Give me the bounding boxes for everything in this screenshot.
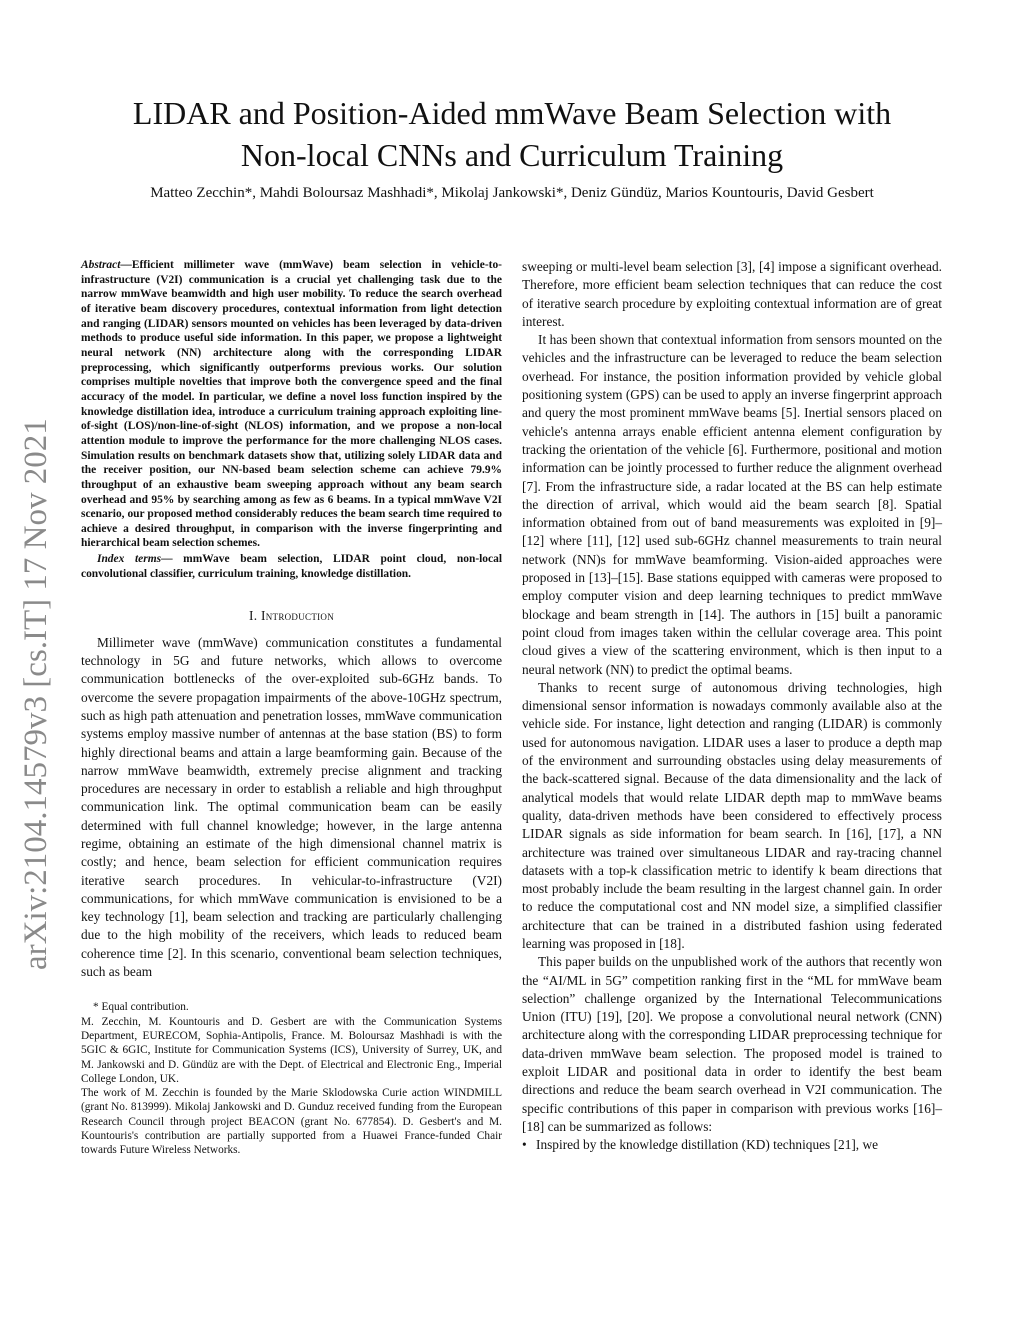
- index-terms-text: — mmWave beam selection, LIDAR point cloud, non-local convolutional classifier, curriculum training, knowledge distillation.: [81, 553, 502, 580]
- title-line-2: Non-local CNNs and Curriculum Training: [240, 137, 784, 173]
- footnote-affiliations: M. Zecchin, M. Kountouris and D. Gesbert are with the Communication Systems Department, EURECOM, Sophia-Antipolis, France. M. Boloursaz Mashhadi is with the 5GIC & 6GIC, Institute for Communication Systems (ICS), University of Surrey, UK, and M. Jankowski and D. Gündüz are with the Dept. of Electrical and Electronic Eng., Imperial College London, UK.: [81, 1015, 502, 1085]
- title-line-1: LIDAR and Position-Aided mmWave Beam Selection with: [132, 95, 892, 131]
- abstract-lead: Abstract: [81, 259, 121, 271]
- abstract-text: —Efficient millimeter wave (mmWave) beam selection in vehicle-to-infrastructure (V2I) communication is a crucial yet challenging task due to the narrow mmWave beamwidth and high user mobility. To reduce the search overhead of iterative beam discovery procedures, contextual information from light detection and ranging (LIDAR) sensors mounted on vehicles has been leveraged by data-driven methods to produce useful side information. In this paper, we propose a lightweight neural network (NN) architecture along with the corresponding LIDAR preprocessing, which significantly outperforms previous works. Our solution comprises multiple novelties that improve both the convergence speed and the final accuracy of the model. In particular, we define a novel loss function inspired by the knowledge distillation idea, introduce a curriculum training approach exploiting line-of-sight (LOS)/non-line-of-sight (NLOS) information, and we propose a non-local attention module to improve the performance for the more challenging NLOS cases. Simulation results on benchmark datasets show that, utilizing solely LIDAR data and the receiver position, our NN-based beam selection scheme can achieve 79.9% throughput of an exhaustive beam sweeping approach without any beam search overhead and 95% by searching among as few as 6 beams. In a typical mmWave V2I scenario, our proposed method considerably reduces the beam search time required to achieve a desired throughput, in comparison with the inverse fingerprinting and hierarchical beam selection schemes.: [81, 259, 502, 550]
- right-column: [522, 258, 942, 1155]
- footnote-equal-contribution: * Equal contribution.: [93, 1001, 189, 1014]
- body-paragraph-4: This paper builds on the unpublished work of the authors that recently won the “AI/ML in 5G” competition ranking first in the “ML for mmWave beam selection” challenge organized by the International Telecommunications Union (ITU) [19], [20]. We propose a convolutional neural network (CNN) architecture along with the corresponding LIDAR preprocessing technique for data-driven mmWave beam selection. The proposed model is trained to exploit LIDAR and positional data in order to identify the best beam directions and reduce the beam search overhead in V2I communication. The specific contributions of this paper in comparison with previous works [16]–[18] can be summarized as follows:: [522, 954, 942, 1134]
- index-terms: [81, 552, 502, 581]
- footnotes: [81, 999, 502, 1157]
- arxiv-identifier: arXiv:2104.14579v3 [cs.IT] 17 Nov 2021: [18, 418, 54, 970]
- index-terms-lead: Index terms: [97, 553, 162, 566]
- footnote-funding: The work of M. Zecchin is founded by the Marie Sklodowska Curie action WINDMILL (grant No. 813999). Mikolaj Jankowski and D. Gunduz received funding from the European Research Council through project BEACON (grant No. 677854). D. Gesbert's and M. Kountouris's contribution are partially supported from a Huawei France-funded Chair towards Future Wireless Networks.: [81, 1087, 502, 1157]
- body-paragraph-1: sweeping or multi-level beam selection [3], [4] impose a significant overhead. Therefore, more efficient beam selection techniques that can reduce the cost of iterative search procedure by exploiting contextual information are of great interest.: [522, 259, 942, 329]
- section-title: Introduction: [260, 608, 335, 624]
- abstract: [81, 258, 502, 551]
- intro-paragraph-1: Millimeter wave (mmWave) communication constitutes a fundamental technology in 5G and future networks, which allows to overcome communication bottlenecks of the over-exploited sub-6GHz bands. To overcome the severe propagation impairments of the above-10GHz spectrum, such as high path attenuation and penetration losses, mmWave communication systems employ massive number of antennas at the base station (BS) to form highly directional beams and attain a large beamforming gain. Because of the narrow mmWave beamwidth, extremely precise alignment and tracking procedures are necessary in order to establish a reliable and high throughput communication link. The optimal communication beam can be easily determined with full channel knowledge; however, in the large antenna regime, obtaining an estimate of the high dimensional channel matrix is costly; and hence, beam selection for efficient communication requires iterative search procedures. In vehicular-to-infrastructure (V2I) communications, for which mmWave communication is envisioned to be a key technology [1], beam selection and tracking are particularly challenging due to the high mobility of the receivers, which leads to reduced beam coherence time [2]. In this scenario, conventional beam selection techniques, such as beam: [81, 634, 502, 980]
- contribution-bullet-1: • Inspired by the knowledge distillation (KD) techniques [21], we: [522, 1136, 942, 1154]
- body-paragraph-2: It has been shown that contextual information from sensors mounted on the vehicles and the infrastructure can be leveraged to reduce the beam selection overhead. For instance, the position information provided by vehicle global positioning system (GPS) can be used to apply an inverse fingerprint approach and query the most prominent mmWave beams [5]. Inertial sensors placed on vehicle's antenna arrays enable efficient antenna element configuration by tracking the orientation of the vehicle [6]. Furthermore, positional and motion information can be jointly processed to further reduce the alignment overhead [7]. From the infrastructure side, a radar located at the BS can help estimate the direction of arrival, which would aid the beam search [8]. Spatial information obtained from out of band measurements was exploited in [9]–[12] where [11], [12] used sub-6GHz channel measurements to train neural network (NN)s for mmWave beamforming. Vision-aided approaches were proposed in [13]–[15]. Base stations equipped with cameras were proposed to employ computer vision and deep learning techniques to predict mmWave blockage and beam strength in [14]. The authors in [15] built a panoramic point cloud from images taken within the cellular coverage area. This point cloud gives a view of the scattering environment, which is then input to a neural network (NN) to predict the optimal beams.: [522, 332, 942, 677]
- left-column: [81, 258, 502, 1158]
- author-list: Matteo Zecchin*, Mahdi Boloursaz Mashhadi*, Mikolaj Jankowski*, Deniz Gündüz, Marios Kountouris, David Gesbert: [150, 185, 874, 201]
- section-number: I.: [248, 608, 258, 624]
- body-paragraph-3: Thanks to recent surge of autonomous driving technologies, high dimensional sensor information is nowadays commonly available also at the vehicle side. For instance, light detection and ranging (LIDAR) is commonly used for autonomous navigation. LIDAR uses a laser to produce a depth map of the environment and surrounding obstacles using delay measurements of the back-scattered signal. Because of the data dimensionality and the lack of analytical models that would relate LIDAR depth map to mmWave beams quality, data-driven methods have been considered to effectively process LIDAR signals as side information for beam search. In [16], [17], a NN architecture was trained over simultaneous LIDAR and ray-tracing channel datasets with a top-k classification metric to identify k beam directions that most probably include the beam resulting in the largest channel gain. In order to reduce the computational cost and NN model size, a simplified classifier architecture that can be trained in a distributed fashion using federated learning was proposed in [18].: [522, 679, 942, 951]
- paper-title: [60, 92, 964, 176]
- section-heading-introduction: [81, 607, 502, 625]
